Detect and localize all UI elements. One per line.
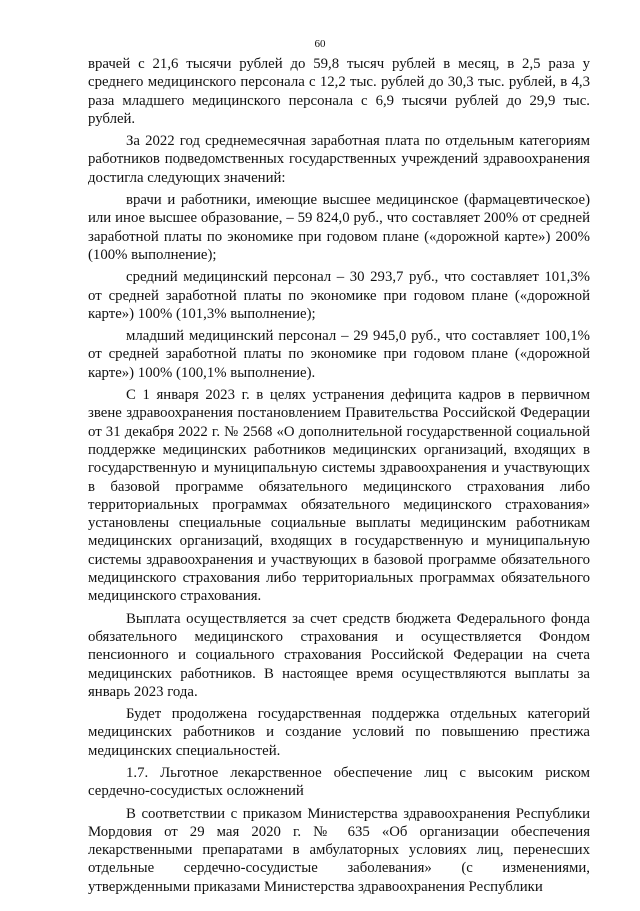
paragraph-state-support: Будет продолжена государственная поддержка отдельных категорий медицинских работников и создание условий по повышению престижа медицинских специальностей. [88,706,590,759]
section-heading-1-7: 1.7. Льготное лекарственное обеспечение лиц с высоким риском сердечно-сосудистых осложнений [88,764,590,800]
paragraph-payment-source: Выплата осуществляется за счет средств бюджета Федерального фонда обязательного медицинского страхования и осуществляется Фондом пенсионного и социального страхования Российской Федерации на счета медицинских работников. В настоящее время осуществляются выплаты за январь 2023 года. [88,610,590,700]
paragraph-ministry-order: В соответствии с приказом Министерства здравоохранения Республики Мордовия от 29 мая 2020 г. № 635 «Об организации обеспечения лекарственными препаратами в амбулаторных условиях лиц, перенесших отдельные сердечно-сосудистые заболевания» (с изменениями, утвержденными приказами Министерства здравоохранения Республики [88,805,590,895]
paragraph-junior-staff-salary: младший медицинский персонал – 29 945,0 руб., что составляет 100,1% от средней заработной платы по экономике при годовом плане («дорожной карте») 100% (100,1% выполнение). [88,328,590,381]
paragraph-salary-growth: врачей с 21,6 тысячи рублей до 59,8 тысяч рублей в месяц, в 2,5 раза у среднего медицинского персонала с 12,2 тыс. рублей до 30,3 тыс. рублей, в 4,3 раза младшего медицинского персонала с 6,9 тысячи рублей до 29,9 тыс. рублей. [88,56,590,127]
document-body [88,55,590,896]
paragraph-doctors-salary: врачи и работники, имеющие высшее медицинское (фармацевтическое) или иное высшее образование, – 59 824,0 руб., что составляет 200% от средней заработной платы по экономике при годовом плане («дорожной карте») 200% (100% выполнение); [88,192,590,263]
paragraph-nurses-salary: средний медицинский персонал – 30 293,7 руб., что составляет 101,3% от средней заработной платы по экономике при годовом плане («дорожной карте») 100% (101,3% выполнение); [88,269,590,322]
page-number: 60 [314,38,326,50]
paragraph-special-payments: С 1 января 2023 г. в целях устранения дефицита кадров в первичном звене здравоохранения постановлением Правительства Российской Федерации от 31 декабря 2022 г. № 2568 «О дополнительной государственной социальной поддержке медицинских работников медицинских организаций, входящих в государственную и муниципальную системы здравоохранения и участвующих в базовой программе обязательного медицинского страхования либо территориальных программах обязательного медицинского страхования» установлены специальные социальные выплаты медицинским работникам медицинских организаций, входящих в государственную и муниципальную системы здравоохранения и участвующих в базовой программе обязательного медицинского страхования либо территориальных программах обязательного медицинского страхования. [88,387,590,605]
paragraph-2022-salary-intro: За 2022 год среднемесячная заработная плата по отдельным категориям работников подведомственных государственных учреждений здравоохранения достигла следующих значений: [88,133,590,186]
